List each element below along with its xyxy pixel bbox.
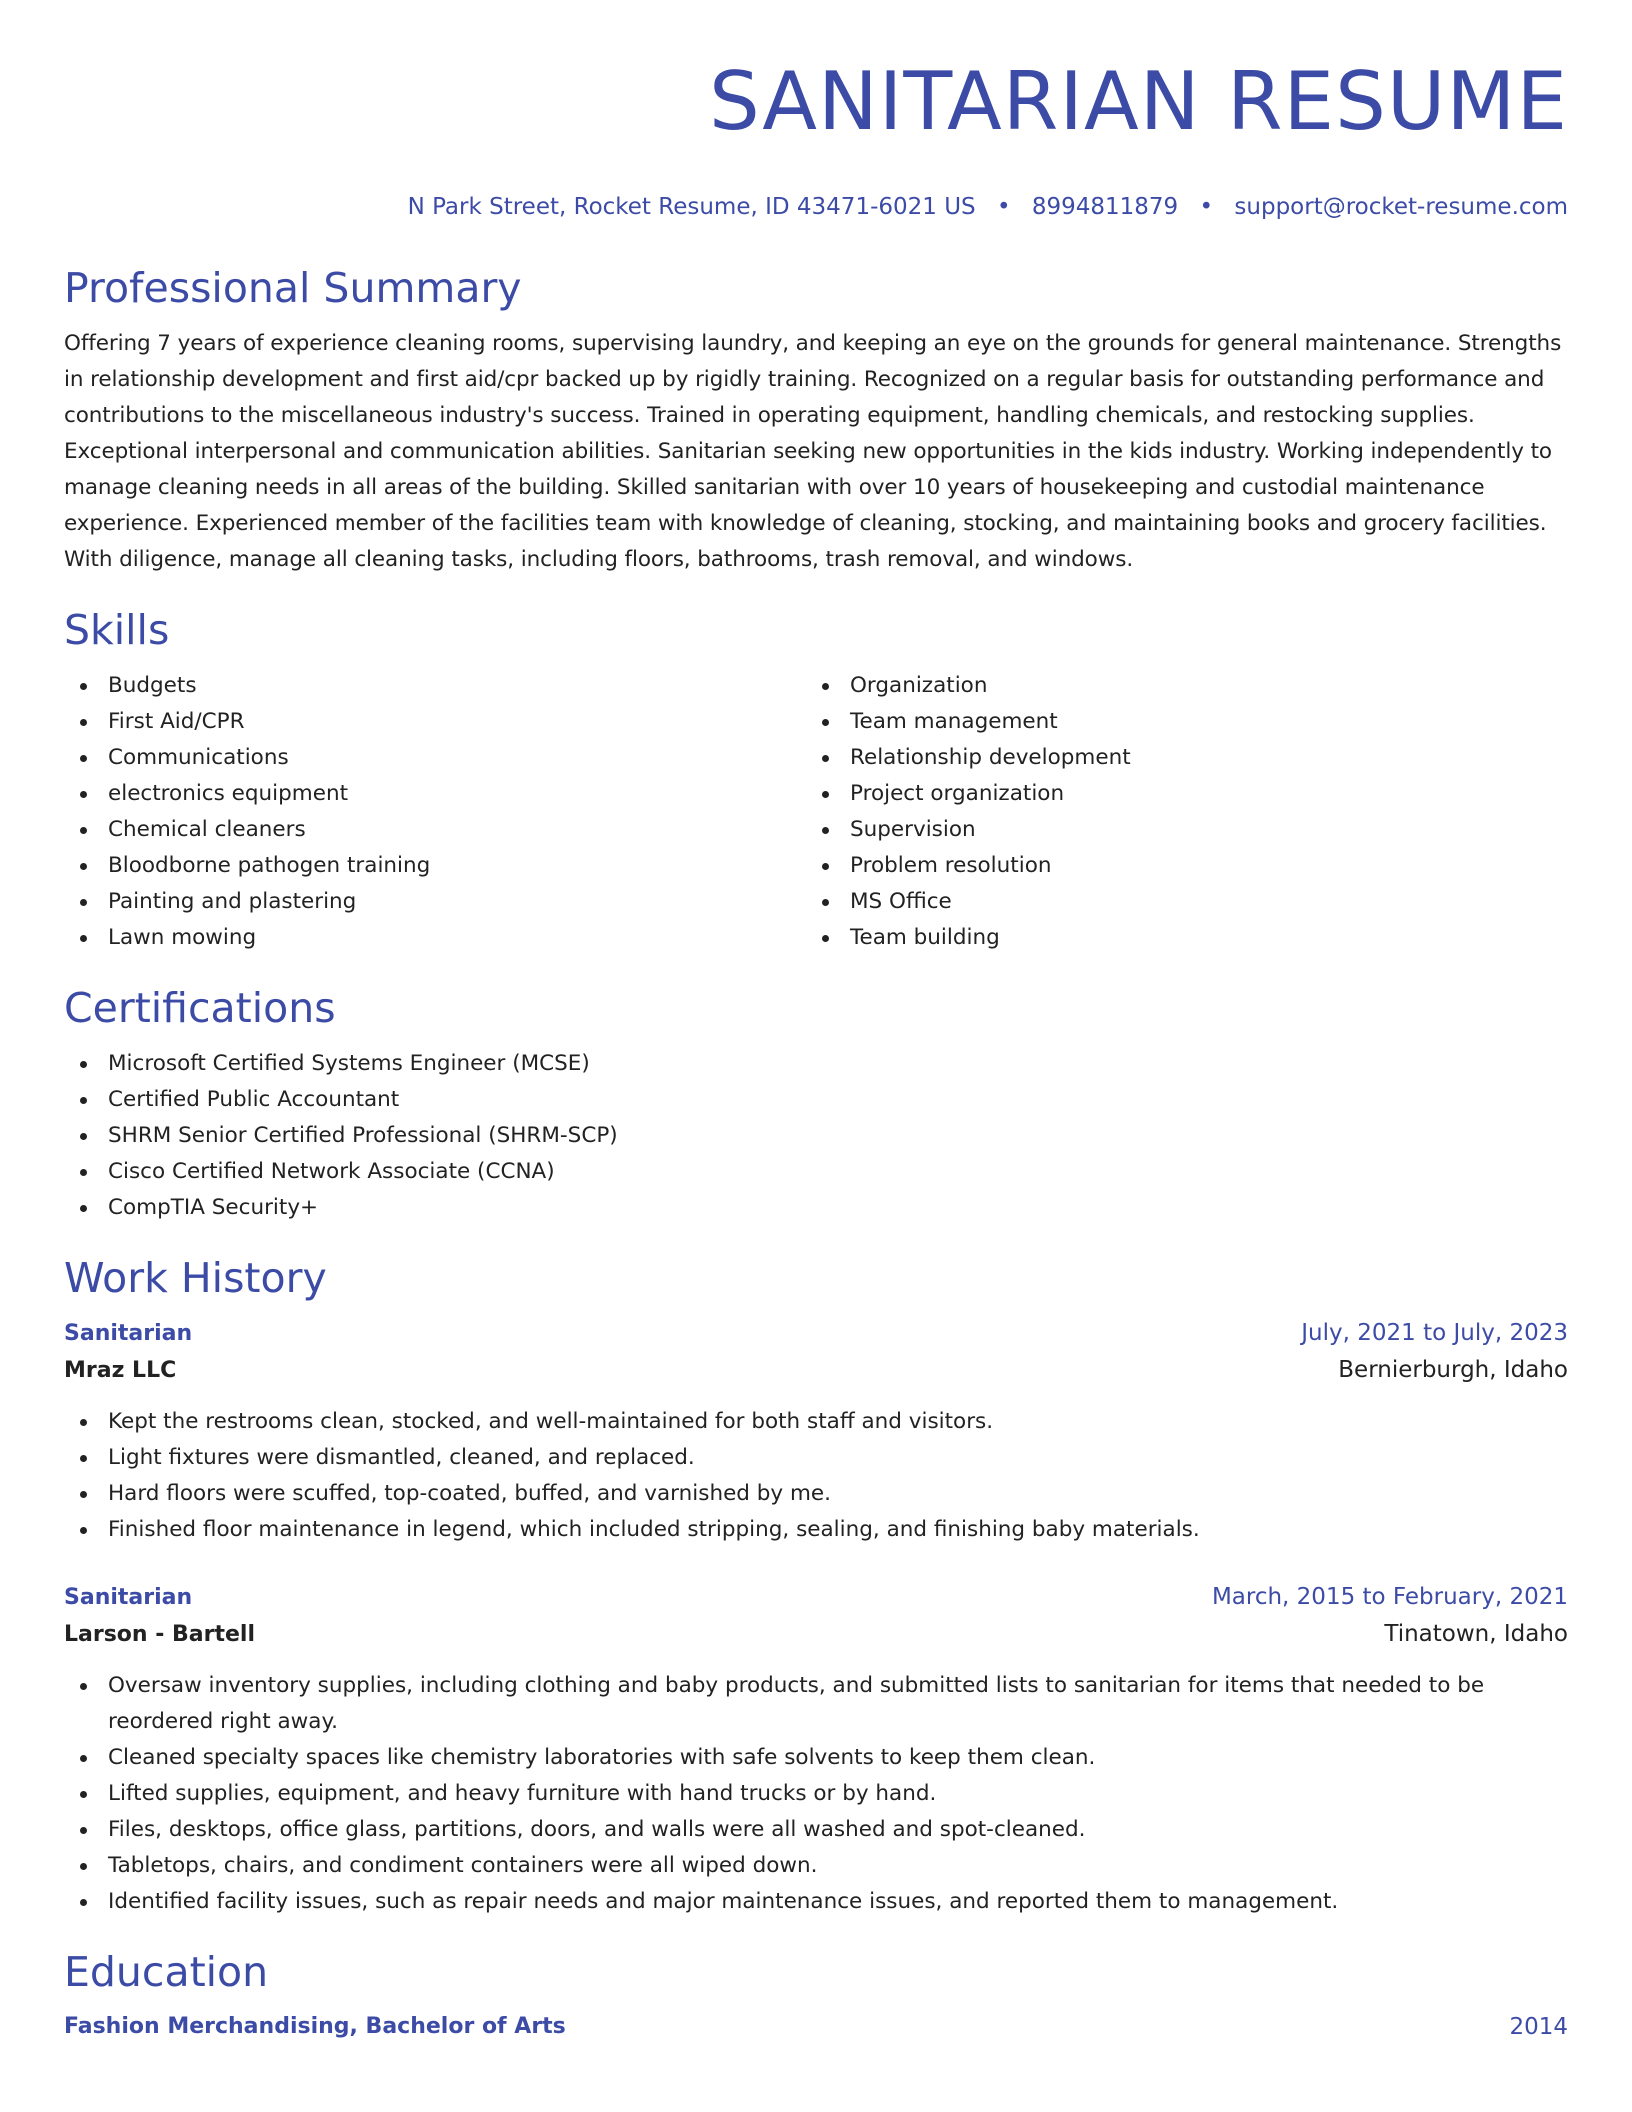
resume-header <box>64 0 1568 222</box>
job-location: Bernierburgh, Idaho <box>1338 1357 1568 1383</box>
job-company: Larson - Bartell <box>64 1622 256 1647</box>
skill-item: MS Office <box>806 884 1548 920</box>
skill-item: Painting and plastering <box>64 884 806 920</box>
job-company-row <box>64 1615 1568 1654</box>
skill-item: Chemical cleaners <box>64 812 806 848</box>
skill-item: Budgets <box>64 668 806 704</box>
contact-separator: • <box>996 194 1011 220</box>
job-company: Mraz LLC <box>64 1358 177 1383</box>
skill-item: electronics equipment <box>64 776 806 812</box>
skills-columns <box>64 668 1568 956</box>
resume-page <box>64 0 1568 2044</box>
summary-text: Offering 7 years of experience cleaning rooms, supervising laundry, and keeping an eye on the grounds for general maintenance. Strengths in relationship development and first aid/cpr backed up by rigidly training. Recognized on a regular basis for outstanding performance and contributions to the miscellaneous industry's success. Trained in operating equipment, handling chemicals, and restocking supplies. Exceptional interpersonal and communication abilities. Sanitarian seeking new opportunities in the kids industry. Working independently to manage cleaning needs in all areas of the building. Skilled sanitarian with over 10 years of housekeeping and custodial maintenance experience. Experienced member of the facilities team with knowledge of cleaning, stocking, and maintaining books and grocery facilities. With diligence, manage all cleaning tasks, including floors, bathrooms, trash removal, and windows. <box>64 331 1562 572</box>
job-dates: July, 2021 to July, 2023 <box>1301 1320 1568 1346</box>
contact-phone: 8994811879 <box>1031 194 1179 220</box>
certification-item: Certified Public Accountant <box>64 1082 1568 1118</box>
job-bullet: Light fixtures were dismantled, cleaned, and replaced. <box>64 1440 1568 1476</box>
skill-item: Communications <box>64 740 806 776</box>
skill-item: Bloodborne pathogen training <box>64 848 806 884</box>
education-degree: Fashion Merchandising, Bachelor of Arts <box>64 2014 566 2039</box>
job-bullets <box>64 1404 1568 1548</box>
education-year: 2014 <box>1509 2014 1568 2040</box>
certification-item: Cisco Certified Network Associate (CCNA) <box>64 1154 1568 1190</box>
job-bullet: Finished floor maintenance in legend, which included stripping, sealing, and finishing baby materials. <box>64 1512 1568 1548</box>
contact-address: N Park Street, Rocket Resume, ID 43471-6021 US <box>407 194 976 220</box>
skill-item: Team management <box>806 704 1548 740</box>
job-title: Sanitarian <box>64 1321 193 1346</box>
contact-separator: • <box>1199 194 1214 220</box>
contact-line <box>64 192 1568 222</box>
contact-email[interactable]: support@rocket-resume.com <box>1234 194 1568 220</box>
job-bullet: Hard floors were scuffed, top-coated, buffed, and varnished by me. <box>64 1476 1568 1512</box>
section-title-certifications: Certifications <box>64 984 336 1032</box>
section-title-education: Education <box>64 1948 269 1996</box>
certification-item: Microsoft Certified Systems Engineer (MCSE) <box>64 1046 1568 1082</box>
certification-item: SHRM Senior Certified Professional (SHRM-SCP) <box>64 1118 1568 1154</box>
skills-list-right <box>806 668 1548 956</box>
job-header-row <box>64 1580 1568 1615</box>
skill-item: Organization <box>806 668 1548 704</box>
job-bullet: Kept the restrooms clean, stocked, and well-maintained for both staff and visitors. <box>64 1404 1568 1440</box>
job-bullet: Cleaned specialty spaces like chemistry laboratories with safe solvents to keep them clean. <box>64 1740 1568 1776</box>
job-company-row <box>64 1351 1568 1390</box>
job-bullet: Lifted supplies, equipment, and heavy furniture with hand trucks or by hand. <box>64 1776 1568 1812</box>
skill-item: Lawn mowing <box>64 920 806 956</box>
job-entry <box>64 1316 1568 1548</box>
skill-item: Team building <box>806 920 1548 956</box>
job-header-row <box>64 1316 1568 1351</box>
section-title-work-history: Work History <box>64 1254 327 1302</box>
section-title-summary: Professional Summary <box>64 264 522 312</box>
job-bullet: Oversaw inventory supplies, including clothing and baby products, and submitted lists to sanitarian for items that needed to be reordered right away. <box>64 1668 1568 1740</box>
job-bullets <box>64 1668 1568 1920</box>
skills-list-left <box>64 668 806 956</box>
job-bullet: Tabletops, chairs, and condiment containers were all wiped down. <box>64 1848 1568 1884</box>
job-bullet: Files, desktops, office glass, partitions, doors, and walls were all washed and spot-cleaned. <box>64 1812 1568 1848</box>
skill-item: Relationship development <box>806 740 1548 776</box>
job-entry <box>64 1580 1568 1920</box>
skill-item: First Aid/CPR <box>64 704 806 740</box>
skill-item: Project organization <box>806 776 1548 812</box>
education-entry <box>64 2010 1568 2044</box>
section-title-skills: Skills <box>64 606 170 654</box>
skill-item: Problem resolution <box>806 848 1548 884</box>
skill-item: Supervision <box>806 812 1548 848</box>
job-bullet: Identified facility issues, such as repair needs and major maintenance issues, and reported them to management. <box>64 1884 1568 1920</box>
certifications-list <box>64 1046 1568 1226</box>
resume-name: SANITARIAN RESUME <box>708 55 1568 148</box>
job-title: Sanitarian <box>64 1585 193 1610</box>
job-dates: March, 2015 to February, 2021 <box>1211 1584 1568 1610</box>
certification-item: CompTIA Security+ <box>64 1190 1568 1226</box>
job-location: Tinatown, Idaho <box>1384 1621 1568 1647</box>
